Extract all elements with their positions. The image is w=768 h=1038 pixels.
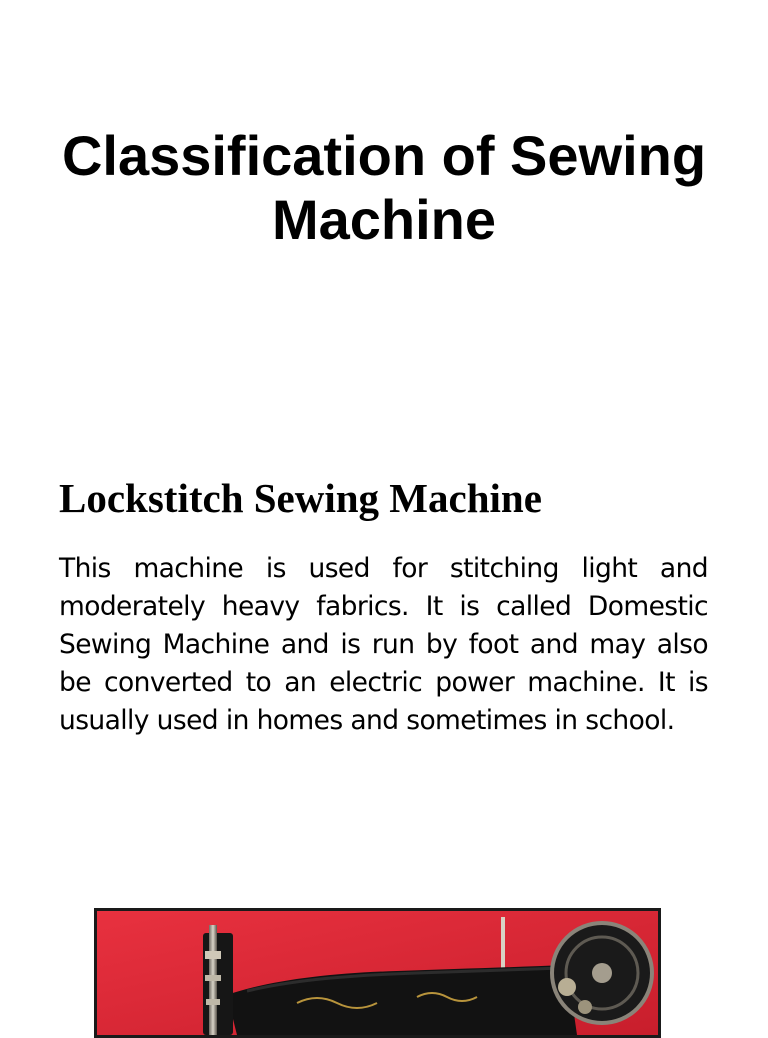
sewing-machine-photo (94, 908, 661, 1038)
page-title: Classification of Sewing Machine (61, 124, 707, 251)
sewing-machine-icon (97, 911, 658, 1035)
body-paragraph: This machine is used for stitching light and moderately heavy fabrics. It is called Domestic Sewing Machine and is run by foot and may also be converted to an electric power machine. It is usually used in homes and sometimes in school. (59, 553, 708, 736)
section-heading: Lockstitch Sewing Machine (59, 475, 542, 521)
